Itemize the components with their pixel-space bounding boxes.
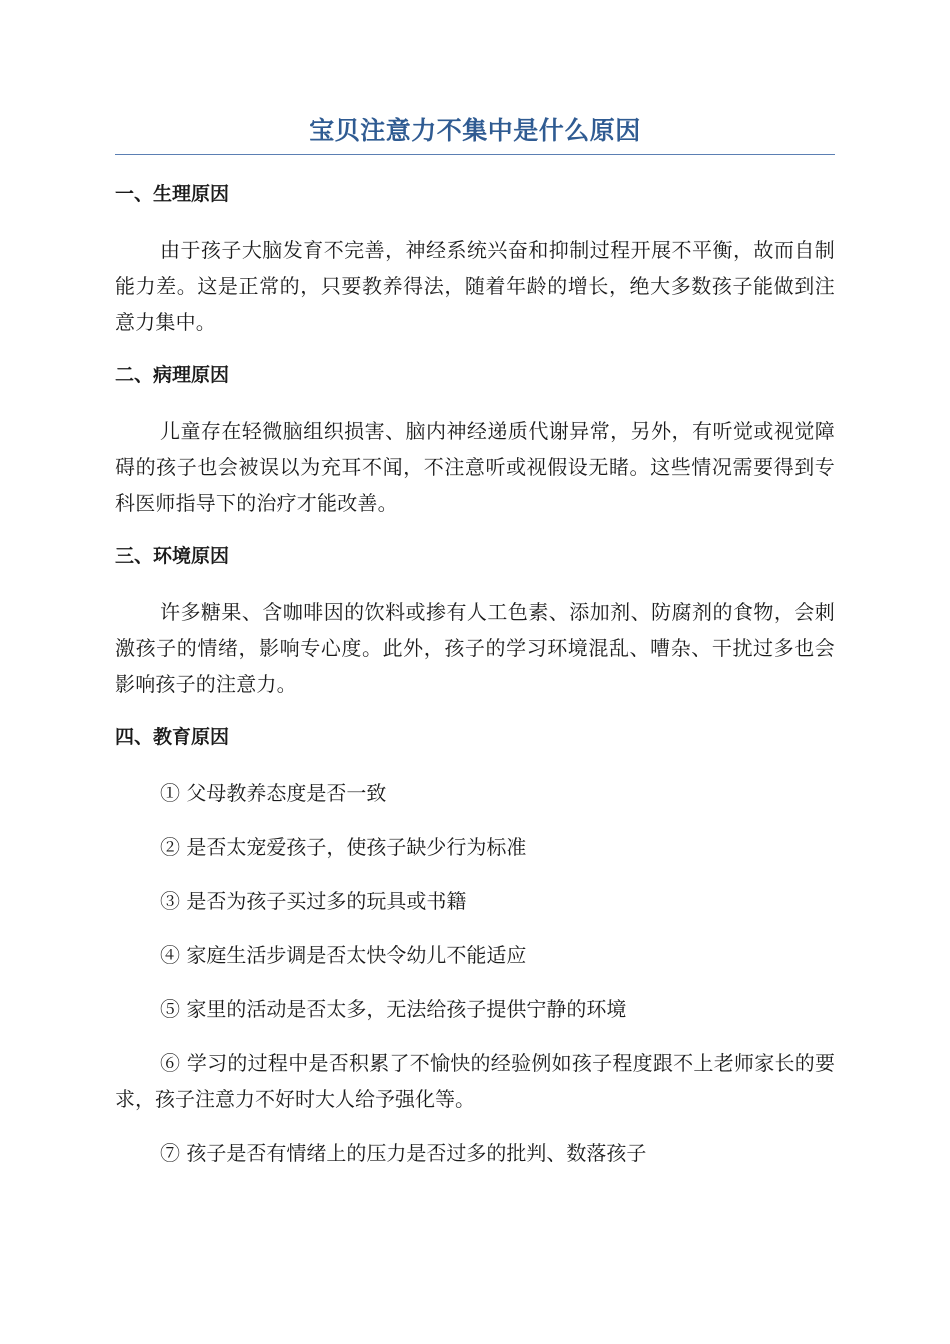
section-educational	[115, 723, 835, 1171]
section-physiological	[115, 180, 835, 340]
list-item: ② 是否太宠爱孩子，使孩子缺少行为标准	[160, 835, 527, 859]
list-item: ⑦ 孩子是否有情绪上的压力是否过多的批判、数落孩子	[160, 1141, 647, 1165]
document-title: 宝贝注意力不集中是什么原因	[115, 112, 835, 155]
section-heading: 三、环境原因	[115, 545, 230, 567]
section-environmental	[115, 542, 835, 702]
list-item: ⑤ 家里的活动是否太多，无法给孩子提供宁静的环境	[160, 997, 627, 1021]
section-paragraph: 由于孩子大脑发育不完善，神经系统兴奋和抑制过程开展不平衡，故而自制能力差。这是正常的，只要教养得法，随着年龄的增长，绝大多数孩子能做到注意力集中。	[115, 238, 835, 334]
list-item: ③ 是否为孩子买过多的玩具或书籍	[160, 889, 467, 913]
list-item: ⑥ 学习的过程中是否积累了不愉快的经验例如孩子程度跟不上老师家长的要求，孩子注意力不好时大人给予强化等。	[115, 1051, 835, 1111]
section-heading: 一、生理原因	[115, 183, 230, 205]
section-heading: 二、病理原因	[115, 364, 230, 386]
section-paragraph: 儿童存在轻微脑组织损害、脑内神经递质代谢异常，另外，有听觉或视觉障碍的孩子也会被误以为充耳不闻，不注意听或视假设无睹。这些情况需要得到专科医师指导下的治疗才能改善。	[115, 419, 835, 515]
list-item: ④ 家庭生活步调是否太快令幼儿不能适应	[160, 943, 527, 967]
section-paragraph: 许多糖果、含咖啡因的饮料或掺有人工色素、添加剂、防腐剂的食物，会刺激孩子的情绪，影响专心度。此外，孩子的学习环境混乱、嘈杂、干扰过多也会影响孩子的注意力。	[115, 600, 835, 696]
section-pathological	[115, 361, 835, 521]
section-heading: 四、教育原因	[115, 726, 230, 748]
list-item: ① 父母教养态度是否一致	[160, 781, 387, 805]
document-page	[115, 112, 835, 1171]
